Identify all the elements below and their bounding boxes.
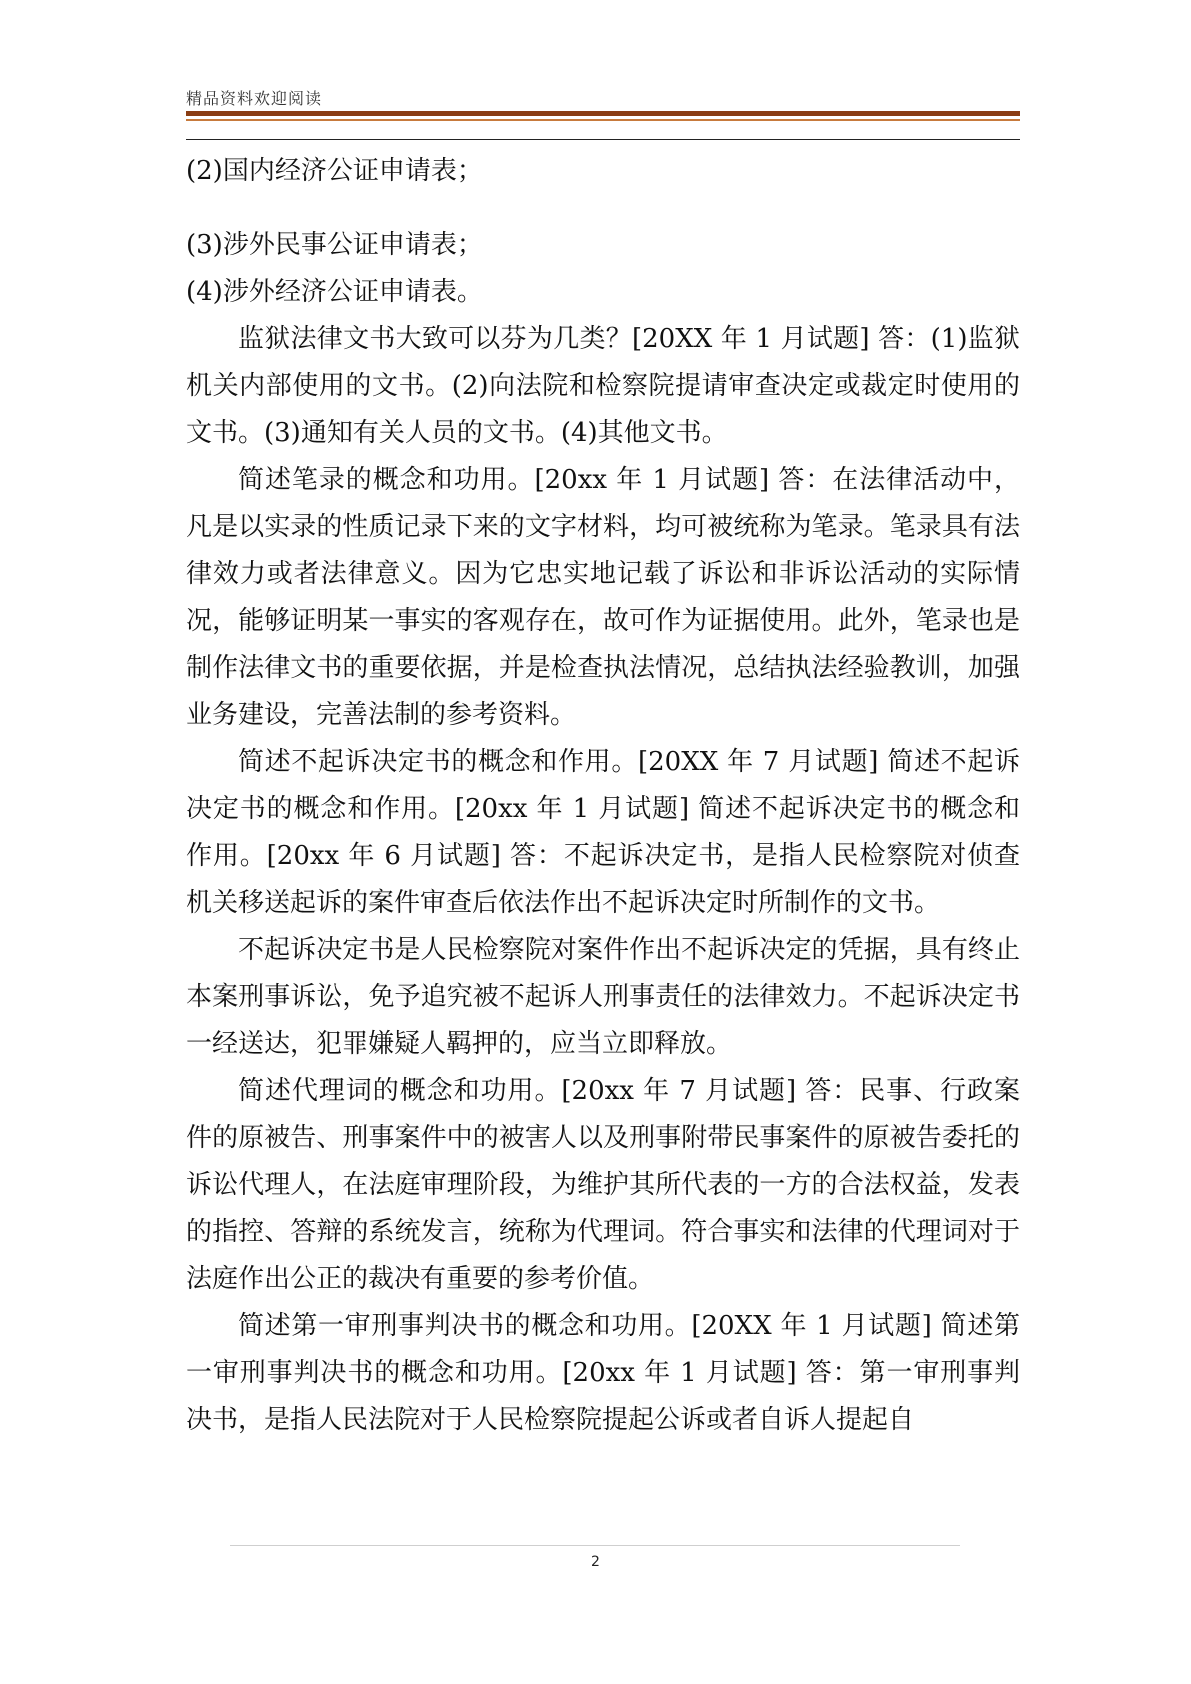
paragraph-prison-documents: 监狱法律文书大致可以芬为几类？[20XX 年 1 月试题] 答：(1)监狱机关内部使用的文书。(2)向法院和检察院提请审查决定或裁定时使用的文书。(3)通知有关人员的文书。(4)其他文书。 [186, 324, 1020, 448]
paragraph-non-prosecution: 简述不起诉决定书的概念和作用。[20XX 年 7 月试题] 简述不起诉决定书的概念和作用。[20xx 年 1 月试题] 简述不起诉决定书的概念和作用。[20xx 年 6 月试题] 答：不起诉决定书，是指人民检察院对侦查机关移送起诉的案件审查后依法作出不起诉决定时所制作的文书。 [186, 747, 1020, 918]
header-title: 精品资料欢迎阅读 [186, 89, 323, 108]
header-underline [186, 139, 1020, 140]
paragraph-agent-statement: 简述代理词的概念和功用。[20xx 年 7 月试题] 答：民事、行政案件的原被告、刑事案件中的被害人以及刑事附带民事案件的原被告委托的诉讼代理人，在法庭审理阶段，为维护其所代表的一方的合法权益，发表的指控、答辩的系统发言，统称为代理词。符合事实和法律的代理词对于法庭作出公正的裁决有重要的参考价值。 [186, 1076, 1020, 1294]
document-body [186, 148, 1020, 1444]
paragraph-non-prosecution-effect: 不起诉决定书是人民检察院对案件作出不起诉决定的凭据，具有终止本案刑事诉讼，免予追究被不起诉人刑事责任的法律效力。不起诉决定书一经送达，犯罪嫌疑人羁押的，应当立即释放。 [186, 935, 1020, 1059]
list-item: (4)涉外经济公证申请表。 [186, 277, 483, 307]
list-item: (3)涉外民事公证申请表； [186, 230, 483, 260]
footer-rule [230, 1545, 960, 1546]
paragraph-first-instance-judgment: 简述第一审刑事判决书的概念和功用。[20XX 年 1 月试题] 简述第一审刑事判决书的概念和功用。[20xx 年 1 月试题] 答：第一审刑事判决书，是指人民法院对于人民检察院提起公诉或者自诉人提起自 [186, 1311, 1020, 1435]
header-rule-thick [186, 111, 1020, 116]
paragraph-transcript: 简述笔录的概念和功用。[20xx 年 1 月试题] 答：在法律活动中，凡是以实录的性质记录下来的文字材料，均可被统称为笔录。笔录具有法律效力或者法律意义。因为它忠实地记载了诉讼和非诉讼活动的实际情况，能够证明某一事实的客观存在，故可作为证据使用。此外，笔录也是制作法律文书的重要依据，并是检查执法情况，总结执法经验教训，加强业务建设，完善法制的参考资料。 [186, 465, 1020, 730]
header-rule-thin [186, 119, 1020, 121]
page-number: 2 [591, 1554, 600, 1570]
spacer [186, 195, 1020, 222]
list-item: (2)国内经济公证申请表； [186, 156, 483, 186]
